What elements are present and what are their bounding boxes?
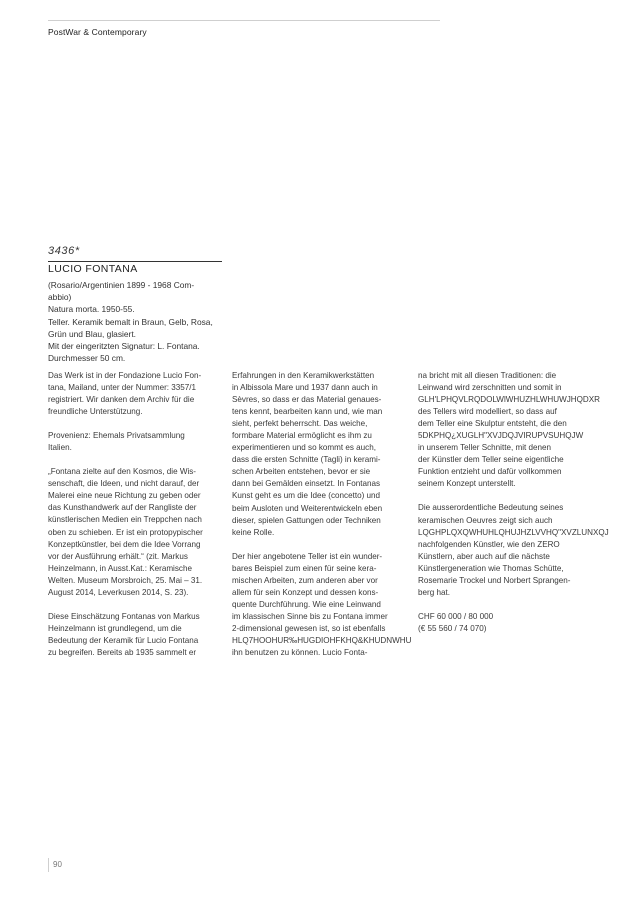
lot-detail-line: Teller. Keramik bemalt in Braun, Gelb, Rosa,	[48, 316, 213, 327]
text-line: LQGHPLQXQWHUHLQHUJHZLVVHQ"XVZLUNXQJ	[418, 527, 609, 537]
body-paragraph	[418, 502, 609, 598]
text-line: 5DKPHQ¿XUGLH"XVJDQJVIRUPVSUHQJW	[418, 431, 584, 441]
page-number-rule	[48, 858, 49, 872]
text-line: Provenienz: Ehemals Privatsammlung	[48, 431, 185, 441]
text-line: oben zu schieben. Er ist ein protopypischer	[48, 527, 203, 537]
text-line: Diese Einschätzung Fontanas von Markus	[48, 611, 200, 621]
text-line: Künstlern, aber auch auf die nächste	[418, 551, 550, 561]
text-line: Bedeutung der Keramik für Lucio Fontana	[48, 635, 199, 645]
text-line: tana, Mailand, unter der Nummer: 3357/1	[48, 383, 197, 393]
page-number: 90	[53, 860, 62, 869]
text-line: tens kennt, bearbeiten kann und, wie man	[232, 407, 383, 417]
text-line: dass die ersten Schnitte (Tagli) in kerami-	[232, 455, 381, 465]
text-line: dieser, spielen Gattungen oder Techniken	[232, 515, 381, 525]
body-paragraph	[48, 611, 216, 659]
text-line: nachfolgenden Künstler, wie den ZERO	[418, 539, 560, 549]
text-line: seinem Konzept unterstellt.	[418, 479, 516, 489]
text-line: keramischen Oeuvres zeigt sich auch	[418, 515, 553, 525]
provenance-paragraph	[48, 430, 216, 454]
body-paragraph	[418, 370, 601, 490]
text-line: künstlerischen Medien ein Treppchen nach	[48, 515, 202, 525]
text-line: formbare Material ermöglicht es ihm zu	[232, 431, 372, 441]
body-paragraph	[232, 370, 400, 539]
text-line: August 2014, Leverkusen 2014, S. 23).	[48, 587, 189, 597]
text-line: vor der Ausführung erhält.“ (zit. Markus	[48, 551, 188, 561]
text-line: schen Arbeiten entstehen, bevor er sie	[232, 467, 371, 477]
lot-divider	[48, 261, 222, 262]
text-line: registriert. Wir danken dem Archiv für die	[48, 395, 195, 405]
text-line: ihn benutzen zu können. Lucio Fonta-	[232, 648, 368, 658]
text-line: HLQ7HOOHUR‰HUGDIOHFKHQ&KHUDNWHU	[232, 635, 412, 645]
lot-number: 3436*	[48, 245, 80, 257]
text-line: senschaft, die Ideen, und nicht darauf, der	[48, 479, 200, 489]
text-line: Italien.	[48, 443, 72, 453]
lot-detail-line: (Rosario/Argentinien 1899 - 1968 Com-	[48, 280, 195, 290]
text-line: GLH'LPHQVLRQDOLWlWHUZHLWHUWJHQDXR	[418, 395, 601, 405]
lot-detail-line: Grün und Blau, glasiert.	[48, 328, 136, 339]
text-line: beim Ausloten und Weiterentwickeln eben	[232, 503, 383, 513]
text-column-1	[48, 370, 216, 671]
section-title: PostWar & Contemporary	[48, 27, 147, 37]
text-line: mischen Arbeiten, zum anderen aber vor	[232, 575, 378, 585]
text-line: sieht, perfekt beherrscht. Das weiche,	[232, 419, 368, 429]
text-line: na bricht mit all diesen Traditionen: die	[418, 371, 557, 380]
text-line: experimentieren und so kommt es auch,	[232, 443, 376, 453]
text-line: im klassischen Sinne bis zu Fontana immer	[232, 611, 388, 621]
text-line: Konzeptkünstler, bei dem die Idee Vorrang	[48, 539, 201, 549]
text-line: in Albissola Mare und 1937 dann auch in	[232, 383, 378, 393]
lot-detail-line: abbio)	[48, 292, 72, 303]
text-column-2	[232, 370, 412, 671]
text-line: in unserem Teller Schnitte, mit denen	[418, 443, 552, 453]
lot-detail-line: Durchmesser 50 cm.	[48, 353, 126, 364]
text-line: Welten. Museum Morsbroich, 25. Mai – 31.	[48, 575, 203, 585]
text-line: Malerei eine neue Richtung zu geben oder	[48, 491, 201, 501]
text-line: Der hier angebotene Teller ist ein wunder-	[232, 551, 383, 561]
text-line: Heinzelmann ist grundlegend, um die	[48, 623, 182, 633]
text-line: Kunst geht es um die Idee (concetto) und	[232, 491, 381, 501]
text-line: Erfahrungen in den Keramikwerkstätten	[232, 371, 375, 380]
lot-details	[48, 279, 224, 364]
text-line: Sèvres, so dass er das Material genaues-	[232, 395, 382, 405]
text-line: Leinwand wird zerschnitten und somit in	[418, 383, 562, 393]
text-line: 2-dimensional gewesen ist, so ist ebenfalls	[232, 623, 386, 633]
text-line: „Fontana zielte auf den Kosmos, die Wis-	[48, 467, 197, 477]
text-column-3	[418, 370, 609, 647]
text-line: quente Durchführung. Wie eine Leinwand	[232, 599, 381, 609]
price-eur: (€ 55 560 / 74 070)	[418, 623, 487, 633]
artist-name: LUCIO FONTANA	[48, 263, 138, 275]
text-line: Funktion entzieht und dafür vollkommen	[418, 467, 562, 477]
text-line: Rosemarie Trockel und Norbert Sprangen-	[418, 575, 571, 585]
lot-detail-line: Natura morta. 1950-55.	[48, 304, 135, 315]
archive-paragraph	[48, 370, 216, 418]
text-line: keine Rolle.	[232, 527, 275, 537]
text-line: dem Teller eine Skulptur entsteht, die den	[418, 419, 567, 429]
text-line: Die ausserordentliche Bedeutung seines	[418, 503, 564, 513]
text-line: zu begreifen. Bereits ab 1935 sammelt er	[48, 647, 197, 657]
header-rule	[48, 20, 440, 21]
price-estimate	[418, 611, 586, 635]
text-line: bares Beispiel zum einen für seine kera-	[232, 563, 377, 573]
text-line: Das Werk ist in der Fondazione Lucio Fon-	[48, 371, 202, 380]
text-line: allem für sein Konzept und dessen kons-	[232, 587, 379, 597]
text-line: freundliche Unterstützung.	[48, 407, 143, 417]
text-line: dann bei Gemälden einsetzt. In Fontanas	[232, 479, 381, 489]
text-line: das Kunsthandwerk auf der Rangliste der	[48, 503, 197, 513]
text-line: des Tellers wird modelliert, so dass auf	[418, 407, 557, 417]
body-paragraph	[232, 551, 412, 659]
quote-paragraph	[48, 466, 216, 599]
text-line: Künstlergeneration wie Thomas Schütte,	[418, 563, 564, 573]
lot-detail-line: Mit der eingeritzten Signatur: L. Fontana.	[48, 341, 200, 352]
text-line: der Künstler dem Teller seine eigentliche	[418, 455, 564, 465]
price-chf: CHF 60 000 / 80 000	[418, 611, 494, 621]
text-line: Heinzelmann, in Ausst.Kat.: Keramische	[48, 563, 192, 573]
text-line: berg hat.	[418, 587, 450, 597]
